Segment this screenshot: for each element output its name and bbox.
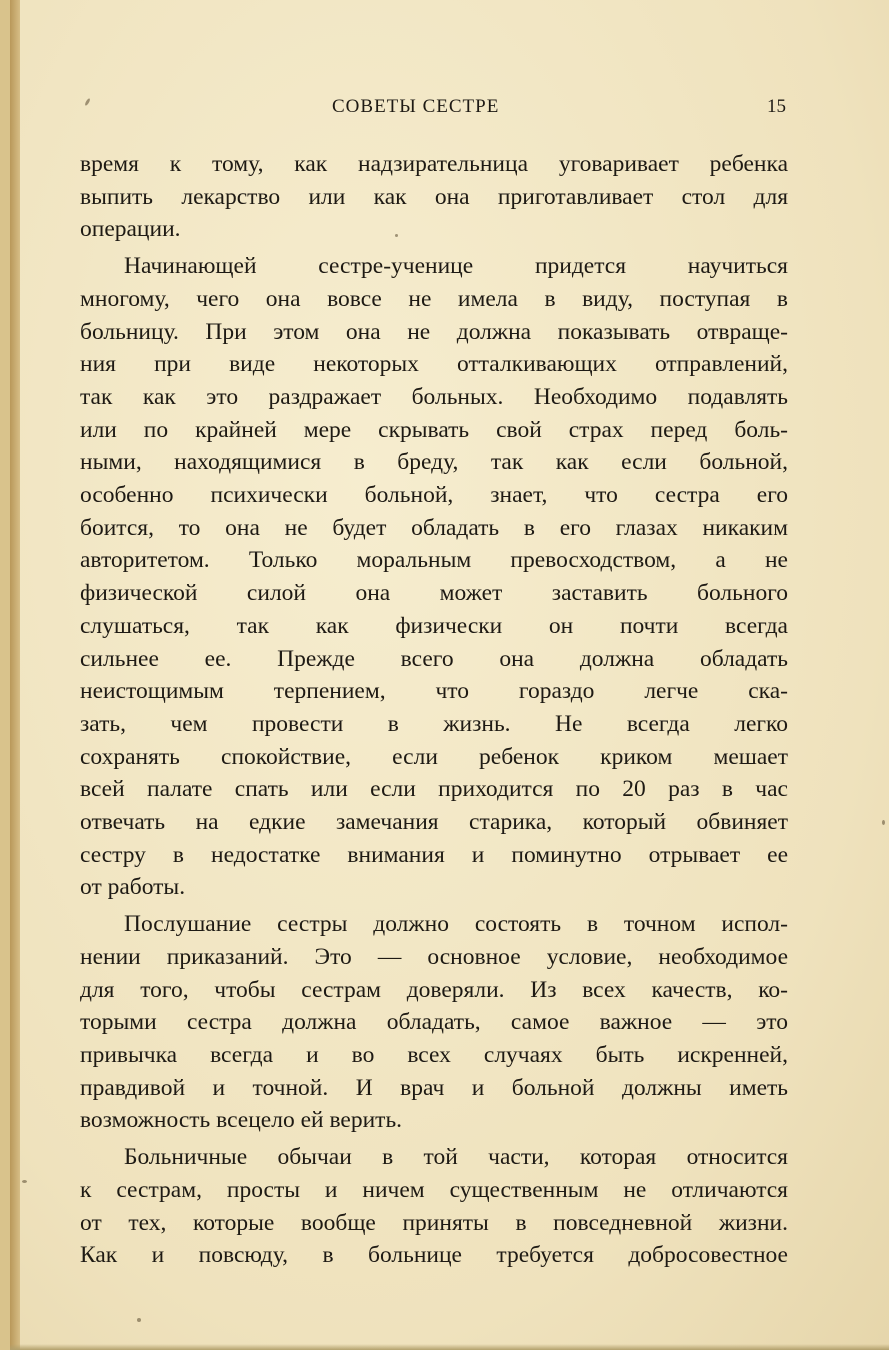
page-bottom-edge: [10, 1344, 889, 1350]
print-speck: [137, 1318, 141, 1322]
text-line: возможность всецело ей верить.: [80, 1107, 403, 1134]
text-line: торыми сестра должна обладать, самое важное — это: [80, 1009, 788, 1036]
text-line: всей палате спать или если приходится по 20 раз в час: [80, 776, 788, 803]
text-line: Как и повсюду, в больнице требуется добросовестное: [80, 1242, 788, 1269]
text-line: слушаться, так как физически он почти всегда: [80, 612, 788, 639]
text-line: правдивой и точной. И врач и больной должны иметь: [80, 1074, 788, 1101]
page-number: 15: [767, 96, 786, 117]
text-line: время к тому, как надзирательница уговаривает ребенка: [80, 151, 788, 177]
text-line: зать, чем провести в жизнь. Не всегда легко: [80, 710, 788, 737]
text-line: операции.: [80, 216, 181, 243]
text-line: Послушание сестры должно состоять в точном испол-: [124, 911, 788, 938]
running-title: СОВЕТЫ СЕСТРЕ: [332, 96, 500, 117]
text-line: многому, чего она вовсе не имела в виду, поступая в: [80, 285, 788, 312]
text-line: сохранять спокойствие, если ребенок криком мешает: [80, 743, 788, 770]
text-line: от тех, которые вообще приняты в повседневной жизни.: [80, 1209, 788, 1236]
text-line: ния при виде некоторых отталкивающих отправлений,: [80, 351, 788, 378]
text-line: авторитетом. Только моральным превосходством, а не: [80, 547, 788, 574]
text-line: выпить лекарство или как она приготавливает стол для: [80, 183, 788, 210]
text-line: отвечать на едкие замечания старика, который обвиняет: [80, 809, 788, 836]
paragraph: [80, 1141, 788, 1272]
text-line: для того, чтобы сестрам доверяли. Из всех качеств, ко-: [80, 976, 788, 1003]
text-line: неистощимым терпением, что гораздо легче ска-: [80, 678, 788, 705]
paragraph: [80, 908, 788, 1137]
text-line: боится, то она не будет обладать в его глазах никаким: [80, 514, 788, 541]
text-line: Больничные обычаи в той части, которая относится: [124, 1144, 788, 1171]
body-text: [80, 148, 788, 1276]
print-speck: [395, 234, 398, 237]
page-binding-edge: [10, 0, 20, 1350]
text-line: сестру в недостатке внимания и поминутно отрывает ее: [80, 841, 788, 868]
text-line: особенно психически больной, знает, что сестра его: [80, 482, 788, 509]
print-speck: [22, 1180, 27, 1183]
text-line: больницу. При этом она не должна показывать отвраще-: [80, 318, 788, 345]
paragraph: [80, 250, 788, 904]
text-line: к сестрам, просты и ничем существенным не отличаются: [80, 1176, 788, 1203]
print-speck: [882, 820, 885, 825]
text-line: привычка всегда и во всех случаях быть искренней,: [80, 1041, 788, 1068]
text-line: физической силой она может заставить больного: [80, 580, 788, 607]
text-line: от работы.: [80, 874, 186, 901]
text-line: Начинающей сестре-ученице придется научиться: [124, 253, 788, 280]
text-line: или по крайней мере скрывать свой страх перед боль-: [80, 416, 788, 443]
text-line: сильнее ее. Прежде всего она должна обладать: [80, 645, 788, 672]
text-line: так как это раздражает больных. Необходимо подавлять: [80, 383, 788, 410]
text-line: нении приказаний. Это — основное условие, необходимое: [80, 943, 788, 970]
running-head: [10, 96, 889, 120]
paragraph: [80, 148, 788, 246]
text-line: ными, находящимися в бреду, так как если больной,: [80, 449, 788, 476]
